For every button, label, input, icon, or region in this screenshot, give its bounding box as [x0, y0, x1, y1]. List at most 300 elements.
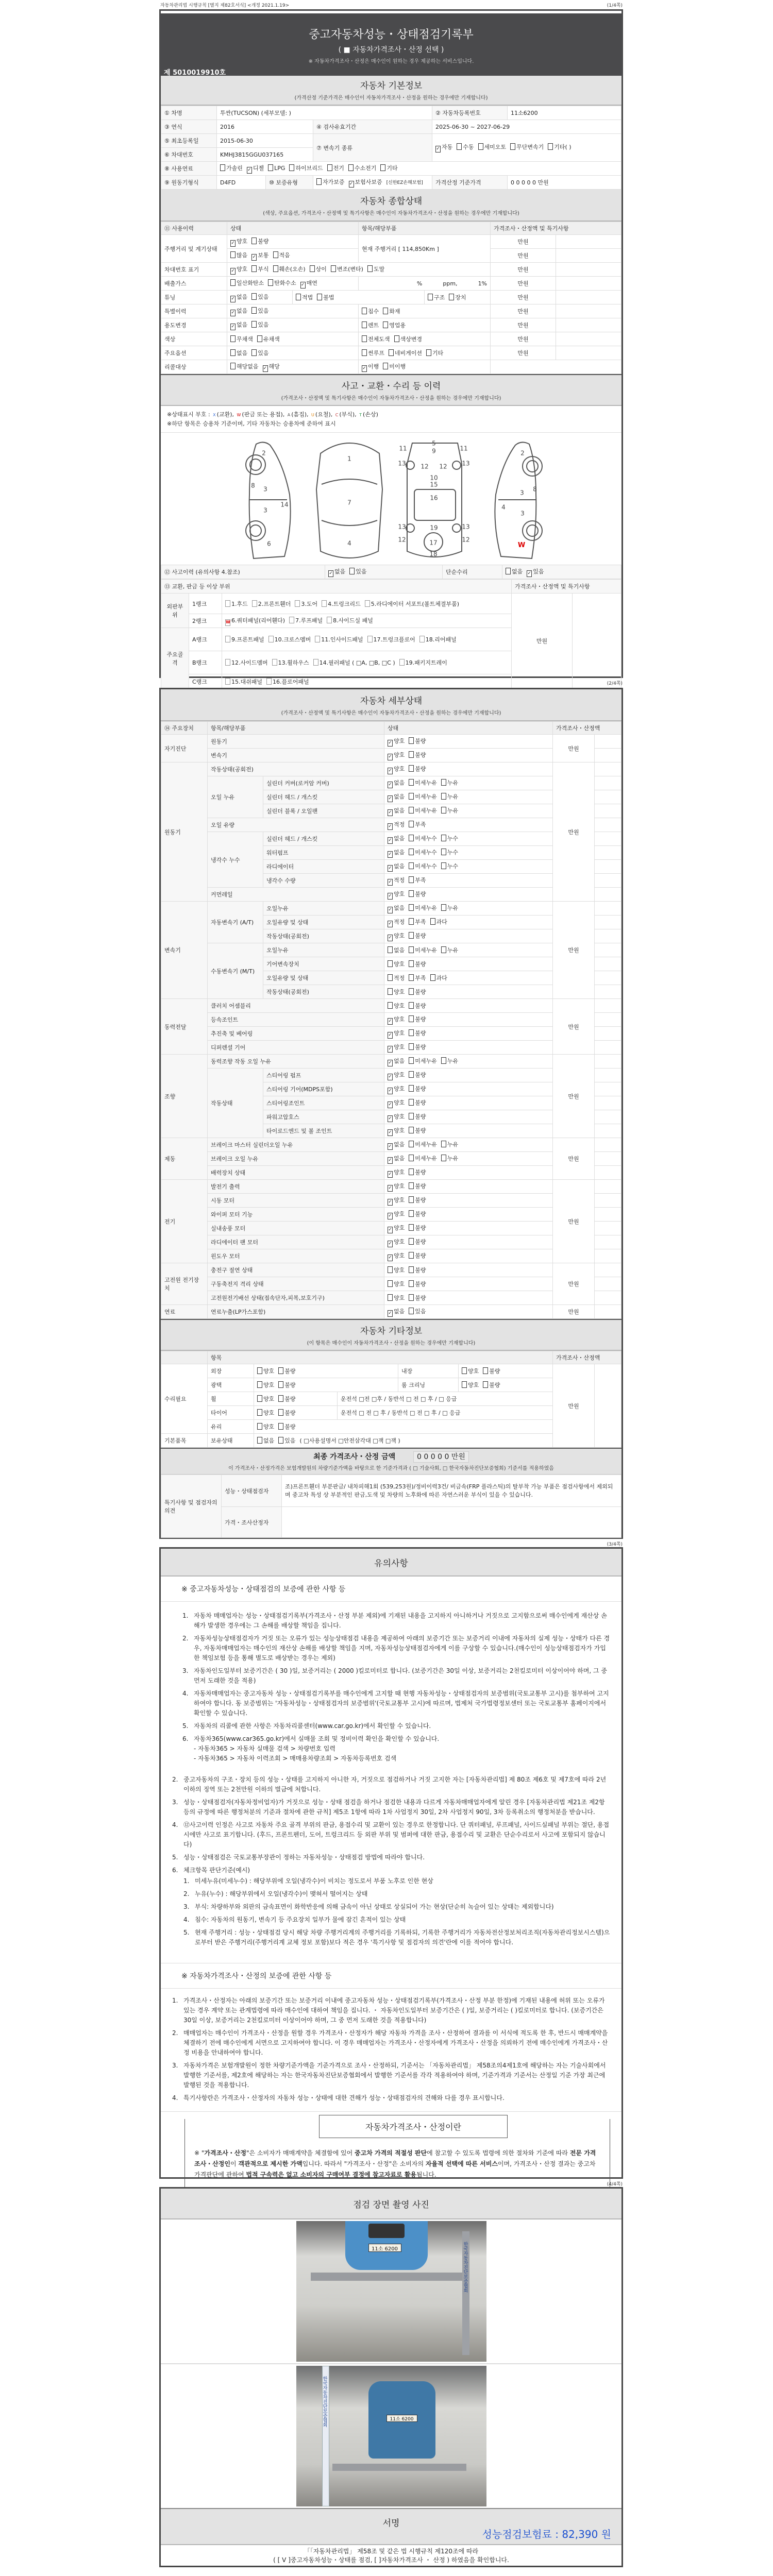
checkbox[interactable] — [441, 862, 446, 869]
checkbox[interactable] — [257, 1423, 262, 1430]
option-label: 불량 — [415, 1267, 426, 1274]
price-note[interactable] — [595, 1041, 621, 1055]
banner-text: 한국자동차진단보증협회 — [462, 2242, 468, 2293]
checkbox[interactable] — [548, 143, 553, 150]
checkbox[interactable]: ✓ — [388, 851, 392, 857]
checkbox[interactable] — [220, 164, 225, 171]
price-note[interactable] — [595, 1277, 621, 1291]
price-note[interactable] — [595, 1096, 621, 1110]
box-text-segment: 입니다. 따라서 "가격조사・산정"은 소비자의 — [302, 2160, 426, 2167]
checkbox[interactable] — [362, 349, 367, 356]
checkbox[interactable] — [251, 293, 257, 300]
checkbox[interactable] — [409, 988, 414, 995]
checkbox[interactable] — [389, 349, 394, 356]
checkbox[interactable] — [388, 988, 393, 995]
checkbox[interactable] — [441, 904, 446, 911]
checkbox[interactable]: ✓ — [388, 1199, 392, 1205]
price-unit: 만원 — [553, 1305, 595, 1319]
checkbox[interactable] — [278, 1409, 283, 1416]
price-note[interactable] — [595, 971, 621, 985]
price-note[interactable] — [595, 1208, 621, 1222]
checkbox[interactable] — [409, 1210, 414, 1217]
price-unit: 만원 — [553, 1055, 595, 1138]
checkbox[interactable] — [362, 308, 367, 314]
checkbox[interactable] — [409, 1196, 414, 1203]
checkbox[interactable] — [251, 321, 257, 328]
checkbox[interactable]: ✓ — [388, 1185, 392, 1191]
checkbox[interactable] — [409, 932, 414, 939]
checkbox[interactable] — [349, 568, 355, 574]
checkbox[interactable]: ✓ — [388, 1088, 392, 1093]
price-note[interactable] — [595, 999, 621, 1013]
price-note[interactable] — [595, 818, 621, 832]
checkbox[interactable] — [430, 918, 435, 925]
price-note[interactable] — [595, 1082, 621, 1096]
status-options — [384, 1222, 553, 1235]
legend-label: (부식), — [339, 411, 359, 418]
option-label: 누수 — [447, 862, 459, 870]
checkbox[interactable] — [388, 1266, 393, 1273]
checkbox[interactable] — [409, 960, 414, 967]
checkbox[interactable] — [409, 1002, 414, 1009]
price-note[interactable] — [595, 929, 621, 943]
price-note[interactable] — [556, 318, 621, 332]
checkbox[interactable]: ✓ — [388, 1101, 392, 1107]
price-note[interactable] — [556, 249, 621, 263]
checkbox[interactable] — [441, 1057, 446, 1064]
checkbox[interactable] — [409, 1043, 414, 1050]
option — [388, 1044, 405, 1050]
checkbox[interactable] — [409, 1127, 414, 1133]
device-group-label: 연료 — [161, 1305, 208, 1319]
checkbox[interactable] — [441, 807, 446, 814]
checkbox[interactable]: ✓ — [388, 879, 392, 885]
sub-item-label: 오일유량 및 상태 — [263, 916, 384, 929]
checkbox[interactable] — [257, 1367, 262, 1374]
checkbox[interactable] — [409, 904, 414, 911]
price-note[interactable] — [595, 1263, 621, 1277]
price-note[interactable] — [556, 277, 621, 291]
checkbox[interactable] — [367, 265, 373, 272]
option — [409, 919, 426, 925]
checkbox[interactable]: ✓ — [527, 570, 532, 576]
checkbox[interactable] — [257, 1395, 262, 1402]
checkbox[interactable] — [478, 143, 483, 150]
checkbox[interactable]: ✓ — [349, 181, 354, 187]
checkbox[interactable] — [383, 308, 388, 314]
legend-symbol: T — [359, 413, 362, 417]
checkbox[interactable] — [409, 1141, 414, 1147]
checkbox[interactable] — [409, 1294, 414, 1301]
checkbox[interactable]: ✓ — [388, 1157, 392, 1163]
checkbox[interactable] — [257, 1381, 262, 1388]
wheel-hub-icon — [250, 525, 261, 536]
checkbox[interactable]: ✓ — [388, 865, 392, 871]
checkbox[interactable] — [383, 321, 388, 328]
checkbox[interactable] — [394, 335, 399, 342]
price-note[interactable] — [595, 832, 621, 846]
checkbox[interactable]: ✓ — [362, 365, 366, 371]
checkbox[interactable] — [409, 1168, 414, 1175]
checkbox[interactable] — [510, 143, 515, 150]
checkbox[interactable] — [409, 1057, 414, 1064]
checkbox[interactable]: ✓ — [388, 782, 392, 787]
price-note[interactable] — [595, 874, 621, 888]
checkbox[interactable]: ✓ — [388, 809, 392, 815]
checkbox[interactable] — [483, 1367, 488, 1374]
option — [388, 1072, 405, 1078]
part-number-label: 5 — [432, 439, 436, 447]
option-label: 불량 — [258, 238, 269, 245]
checkbox[interactable] — [441, 849, 446, 855]
price-note[interactable] — [595, 1055, 621, 1069]
checkbox[interactable] — [441, 779, 446, 786]
checkbox[interactable] — [462, 1381, 467, 1388]
checkbox[interactable]: ✓ — [388, 1046, 392, 1052]
price-note[interactable] — [595, 735, 621, 749]
price-note[interactable] — [595, 762, 621, 776]
checkbox[interactable] — [331, 265, 336, 272]
checkbox[interactable] — [315, 636, 320, 642]
rank-label: B랭크 — [189, 651, 222, 674]
price-note[interactable] — [595, 1069, 621, 1082]
option — [383, 363, 406, 370]
price-note[interactable] — [556, 346, 621, 360]
checkbox[interactable]: ✓ — [388, 795, 392, 801]
price-note[interactable] — [556, 332, 621, 346]
checkbox[interactable] — [257, 335, 262, 342]
price-unit: 만원 — [553, 902, 595, 999]
status-options — [384, 735, 553, 749]
checkbox[interactable]: ✓ — [388, 1074, 392, 1079]
checkbox[interactable] — [365, 600, 370, 607]
price-note[interactable] — [595, 1166, 621, 1180]
checkbox[interactable] — [388, 1280, 393, 1287]
checkbox[interactable]: ✓ — [388, 754, 392, 759]
checkbox[interactable]: ✓ — [388, 768, 392, 773]
checkbox[interactable] — [251, 238, 257, 244]
car-diagram[interactable] — [161, 433, 621, 565]
option-label: 미세누수 — [415, 862, 437, 870]
checkbox[interactable]: ✓ — [388, 1143, 392, 1149]
checkbox[interactable] — [409, 807, 414, 814]
checkbox[interactable] — [441, 835, 446, 841]
checkbox[interactable] — [289, 617, 294, 623]
checkbox[interactable]: ✓ — [388, 1171, 392, 1177]
inspection-photo-front[interactable] — [296, 2221, 486, 2362]
checkbox[interactable] — [272, 659, 277, 666]
checkbox[interactable] — [268, 279, 273, 286]
price-note[interactable] — [595, 1291, 621, 1305]
wheel-icon — [523, 456, 542, 476]
option — [257, 336, 280, 343]
checkbox[interactable] — [409, 1238, 414, 1245]
price-note[interactable] — [595, 1110, 621, 1124]
option-label: 있음 — [415, 1308, 426, 1315]
checkbox[interactable] — [225, 636, 230, 642]
checkbox[interactable] — [409, 1029, 414, 1036]
option-label: 없음 — [394, 807, 405, 814]
checkbox[interactable] — [409, 1224, 414, 1231]
checkbox[interactable] — [225, 600, 230, 607]
options-presence — [227, 346, 359, 360]
checkbox[interactable]: ✓ — [231, 296, 235, 301]
checkbox[interactable]: ✓ — [388, 1255, 392, 1260]
checkbox[interactable] — [380, 164, 385, 171]
checkbox[interactable] — [230, 335, 236, 342]
checkbox[interactable] — [409, 1085, 414, 1092]
checkbox[interactable] — [273, 265, 278, 272]
option — [230, 238, 247, 245]
checkbox[interactable] — [251, 307, 257, 314]
checkbox[interactable] — [428, 294, 433, 300]
price-unit: 만원 — [491, 318, 556, 332]
checkbox[interactable] — [483, 1381, 488, 1388]
price-note[interactable] — [595, 1152, 621, 1166]
option-label: 가솔린 — [226, 164, 243, 172]
checkbox[interactable] — [426, 349, 431, 356]
checkbox[interactable]: ✓ — [388, 1032, 392, 1038]
checkbox[interactable] — [278, 1423, 283, 1430]
checkbox[interactable]: ✓ — [388, 1241, 392, 1246]
price-note[interactable] — [595, 749, 621, 762]
checkbox[interactable]: ✓ — [388, 740, 392, 745]
price-note[interactable] — [595, 1249, 621, 1263]
checkbox[interactable] — [295, 600, 300, 607]
checkbox[interactable] — [268, 636, 274, 642]
checkbox[interactable] — [278, 1395, 283, 1402]
checkbox[interactable] — [268, 164, 273, 171]
item-label: 동력조향 작동 오일 누유 — [208, 1055, 384, 1069]
price-note[interactable] — [595, 804, 621, 818]
checkbox[interactable] — [313, 659, 318, 666]
checkbox[interactable] — [462, 1367, 467, 1374]
checkbox[interactable]: ✓ — [252, 254, 257, 260]
checkbox[interactable] — [230, 363, 236, 369]
inspection-photo-rear[interactable] — [296, 2366, 486, 2506]
checkbox[interactable]: ✓ — [263, 365, 267, 371]
price-note[interactable] — [595, 943, 621, 957]
checkbox[interactable]: ✓ — [388, 1227, 392, 1232]
checkbox[interactable] — [278, 1381, 283, 1388]
option — [441, 779, 458, 786]
price-note[interactable] — [595, 1235, 621, 1249]
price-note[interactable] — [595, 1124, 621, 1138]
checkbox[interactable] — [367, 636, 373, 642]
checkbox[interactable] — [296, 294, 301, 300]
checkbox[interactable] — [273, 251, 278, 258]
checkbox[interactable]: ✓ — [231, 324, 235, 329]
price-note[interactable] — [595, 1027, 621, 1041]
checkbox[interactable]: ✓ — [388, 837, 392, 843]
checkbox[interactable] — [348, 164, 354, 171]
checkbox[interactable] — [322, 600, 327, 607]
price-note[interactable] — [595, 860, 621, 874]
checkbox[interactable]: ✓ — [231, 240, 235, 246]
checkbox[interactable] — [409, 1252, 414, 1259]
checkbox[interactable]: ✓ — [388, 1213, 392, 1218]
price-note[interactable] — [556, 235, 621, 249]
checkbox[interactable] — [317, 294, 322, 300]
checkbox[interactable] — [441, 1155, 446, 1161]
checkbox[interactable] — [257, 1437, 262, 1444]
price-note[interactable] — [595, 1305, 621, 1319]
option — [388, 1267, 405, 1274]
option — [388, 1169, 405, 1176]
price-note[interactable] — [595, 790, 621, 804]
checkbox[interactable] — [409, 1099, 414, 1106]
checkbox[interactable]: ✓ — [388, 907, 392, 912]
checkbox[interactable] — [252, 600, 257, 607]
checkbox[interactable] — [409, 779, 414, 786]
part-label: 17.트렁크플로어 — [373, 636, 415, 643]
final-price-note: 이 가격조사・산정가격은 보험개발원의 차량기준가액을 바탕으로 한 기준가격과 ( □ 기술사회, □ 한국자동차진단보증협회) 기준서를 적용하였음 — [228, 1466, 554, 1471]
row-label: 용도변경 — [161, 318, 227, 332]
price-note[interactable] — [595, 776, 621, 790]
column-header: ⑭ 주요장치 — [161, 722, 208, 735]
checkbox[interactable] — [289, 164, 294, 171]
price-note[interactable] — [595, 888, 621, 902]
checkbox[interactable] — [388, 946, 393, 953]
checkbox[interactable] — [409, 890, 414, 897]
price-note[interactable] — [595, 846, 621, 860]
checkbox[interactable] — [310, 265, 315, 272]
checkbox[interactable] — [409, 876, 414, 883]
checkbox[interactable] — [409, 1113, 414, 1120]
checkbox[interactable] — [230, 251, 236, 258]
checkbox[interactable] — [278, 1437, 283, 1444]
checkbox[interactable] — [225, 659, 230, 666]
price-note[interactable] — [595, 1013, 621, 1027]
checkbox[interactable] — [316, 178, 322, 185]
price-note[interactable] — [556, 291, 621, 304]
price-note[interactable] — [595, 1222, 621, 1235]
price-note[interactable] — [595, 957, 621, 971]
option-label: 미세누유 — [415, 1057, 437, 1064]
checkbox[interactable]: W — [225, 619, 230, 626]
checkbox[interactable] — [399, 659, 405, 666]
checkbox[interactable] — [409, 1071, 414, 1078]
price-note[interactable] — [595, 1194, 621, 1208]
price-note[interactable] — [595, 1180, 621, 1194]
checkbox[interactable]: ✓ — [300, 282, 305, 287]
checkbox[interactable] — [409, 1182, 414, 1189]
checkbox[interactable]: ✓ — [329, 570, 333, 576]
notice-subitem: - 자동차365 > 자동차 이력조회 > 매매용차량조회 > 자동차등록번호 검색 — [194, 1755, 397, 1762]
checkbox[interactable] — [409, 765, 414, 772]
option — [409, 947, 437, 954]
checkbox[interactable] — [441, 1141, 446, 1147]
checkbox[interactable] — [388, 1294, 393, 1301]
checkbox[interactable]: ✓ — [388, 1060, 392, 1065]
checkbox[interactable] — [409, 946, 414, 953]
price-note[interactable] — [556, 263, 621, 277]
report-header — [161, 11, 621, 75]
price-note[interactable] — [595, 985, 621, 999]
option — [278, 1410, 295, 1416]
part-option — [367, 636, 415, 643]
price-note[interactable] — [595, 1138, 621, 1152]
device-group-label: 고전원 전기장치 — [161, 1263, 208, 1305]
checkbox[interactable] — [251, 349, 257, 356]
checkbox[interactable]: ✓ — [436, 146, 440, 151]
checkbox[interactable] — [457, 143, 462, 150]
checkbox[interactable] — [278, 1367, 283, 1374]
checkbox[interactable]: ✓ — [388, 893, 392, 899]
checkbox[interactable]: ✓ — [231, 268, 235, 274]
checkbox[interactable] — [409, 737, 414, 744]
option — [251, 252, 268, 259]
checkbox[interactable] — [441, 946, 446, 953]
checkbox[interactable]: ✓ — [247, 167, 251, 173]
checkbox[interactable] — [409, 862, 414, 869]
price-unit: 만원 — [491, 346, 556, 360]
checkbox[interactable] — [388, 974, 393, 981]
overall-band — [161, 190, 621, 222]
checkbox[interactable] — [409, 821, 414, 827]
checkbox[interactable] — [383, 363, 388, 369]
price-note[interactable] — [556, 304, 621, 318]
checkbox[interactable] — [409, 1280, 414, 1287]
checkbox[interactable] — [430, 974, 435, 981]
checkbox[interactable] — [327, 617, 332, 623]
checkbox[interactable] — [441, 793, 446, 800]
checkbox[interactable] — [409, 1015, 414, 1022]
checkbox[interactable] — [409, 918, 414, 925]
checkbox[interactable] — [419, 636, 425, 642]
row-label: 특별이력 — [161, 304, 227, 318]
notice-number: 4. — [183, 1916, 190, 1923]
checkbox[interactable] — [409, 835, 414, 841]
checkbox[interactable]: ✓ — [388, 1129, 392, 1135]
checkbox[interactable] — [409, 1266, 414, 1273]
checkbox[interactable] — [362, 321, 367, 328]
checkbox[interactable] — [409, 849, 414, 855]
checkbox[interactable] — [409, 974, 414, 981]
price-note[interactable] — [573, 594, 621, 689]
checkbox[interactable] — [251, 265, 257, 272]
checkbox[interactable] — [449, 294, 454, 300]
notice-number: 5. — [172, 1854, 178, 1861]
checkbox[interactable] — [362, 335, 367, 342]
price-note[interactable] — [595, 916, 621, 929]
checkbox[interactable] — [409, 1155, 414, 1161]
checkbox[interactable]: ✓ — [388, 935, 392, 940]
checkbox[interactable]: ✓ — [388, 921, 392, 926]
checkbox[interactable]: ✓ — [388, 1310, 392, 1316]
checkbox[interactable] — [257, 1409, 262, 1416]
checkbox[interactable] — [388, 1002, 393, 1009]
checkbox[interactable] — [230, 279, 236, 286]
price-note[interactable] — [595, 902, 621, 916]
checkbox[interactable] — [388, 960, 393, 967]
checkbox[interactable]: ✓ — [388, 1115, 392, 1121]
checkbox[interactable]: ✓ — [231, 310, 235, 315]
checkbox[interactable] — [506, 568, 511, 574]
hold-options — [257, 1437, 300, 1444]
checkbox[interactable]: ✓ — [388, 1018, 392, 1024]
checkbox[interactable] — [327, 164, 332, 171]
checkbox[interactable] — [409, 793, 414, 800]
wheel-positions: 운전석 □전 □후 / 동반석 □ 전 □ 후 / □ 응급 — [338, 1392, 553, 1406]
option-label: 디젤 — [253, 164, 264, 172]
checkbox[interactable] — [230, 349, 236, 356]
checkbox[interactable] — [409, 751, 414, 758]
price-note[interactable] — [595, 1364, 621, 1448]
checkbox[interactable] — [409, 1308, 414, 1314]
part-number-label: 11 — [460, 445, 468, 452]
checkbox[interactable]: ✓ — [388, 823, 392, 829]
